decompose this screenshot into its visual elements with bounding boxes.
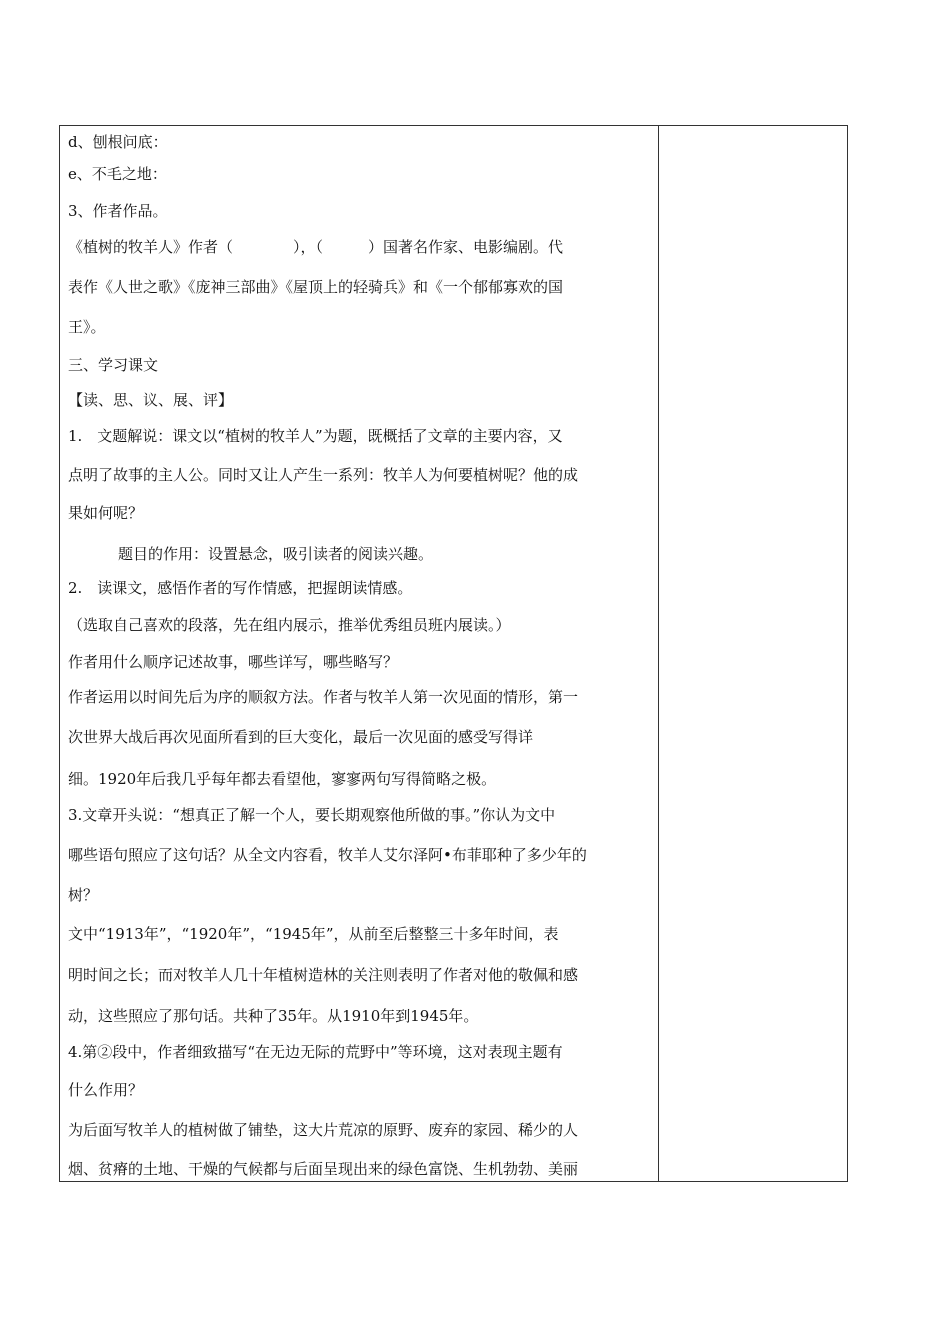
text-line: 《植树的牧羊人》作者（ ），（ ）国著名作家、电影编剧。代	[68, 238, 564, 256]
text-line: 果如何呢？	[68, 504, 144, 522]
table-column-divider	[658, 125, 659, 1182]
text-line: 明时间之长；而对牧羊人几十年植树造林的关注则表明了作者对他的敬佩和感	[68, 966, 579, 984]
text-line: 动，这些照应了那句话。共种了35年。从1910年到1945年。	[68, 1007, 479, 1025]
text-line: 3、作者作品。	[68, 202, 168, 220]
text-line: 1. 文题解说：课文以“植树的牧羊人”为题，既概括了文章的主要内容，又	[68, 427, 563, 445]
text-line: 哪些语句照应了这句话？从全文内容看，牧羊人艾尔泽阿•布菲耶种了多少年的	[68, 846, 587, 864]
text-line: 2. 读课文，感悟作者的写作情感，把握朗读情感。	[68, 579, 413, 597]
text-line: 细。1920年后我几乎每年都去看望他，寥寥两句写得简略之极。	[68, 770, 497, 788]
text-line: 点明了故事的主人公。同时又让人产生一系列：牧羊人为何要植树呢？他的成	[68, 466, 579, 484]
text-line: 为后面写牧羊人的植树做了铺垫，这大片荒凉的原野、废弃的家园、稀少的人	[68, 1121, 579, 1139]
text-line: 3.文章开头说：“想真正了解一个人，要长期观察他所做的事。”你认为文中	[68, 806, 556, 824]
text-line: 4.第②段中，作者细致描写“在无边无际的荒野中”等环境，这对表现主题有	[68, 1043, 563, 1061]
text-line: 表作《人世之歌》《庞神三部曲》《屋顶上的轻骑兵》和《一个郁郁寡欢的国	[68, 278, 564, 296]
text-line: 烟、贫瘠的土地、干燥的气候都与后面呈现出来的绿色富饶、生机勃勃、美丽	[68, 1160, 579, 1178]
text-line: 题目的作用：设置悬念，吸引读者的阅读兴趣。	[118, 545, 434, 563]
text-line: 什么作用？	[68, 1081, 144, 1099]
text-line: 次世界大战后再次见面所看到的巨大变化，最后一次见面的感受写得详	[68, 728, 534, 746]
text-line: 树？	[68, 886, 99, 904]
text-line: d、刨根问底：	[68, 133, 168, 151]
text-line: 作者用什么顺序记述故事，哪些详写，哪些略写？	[68, 653, 399, 671]
text-line: （选取自己喜欢的段落，先在组内展示，推举优秀组员班内展读。）	[68, 616, 511, 634]
text-line: 作者运用以时间先后为序的顺叙方法。作者与牧羊人第一次见面的情形，第一	[68, 688, 579, 706]
text-line: 文中“1913年”，“1920年”，“1945年”，从前至后整整三十多年时间，表	[68, 925, 559, 943]
text-line: 王》。	[68, 318, 106, 336]
text-line: e、不毛之地：	[68, 165, 167, 183]
section-heading: 三、学习课文	[68, 356, 159, 374]
section-subheading: 【读、思、议、展、评】	[68, 391, 234, 409]
